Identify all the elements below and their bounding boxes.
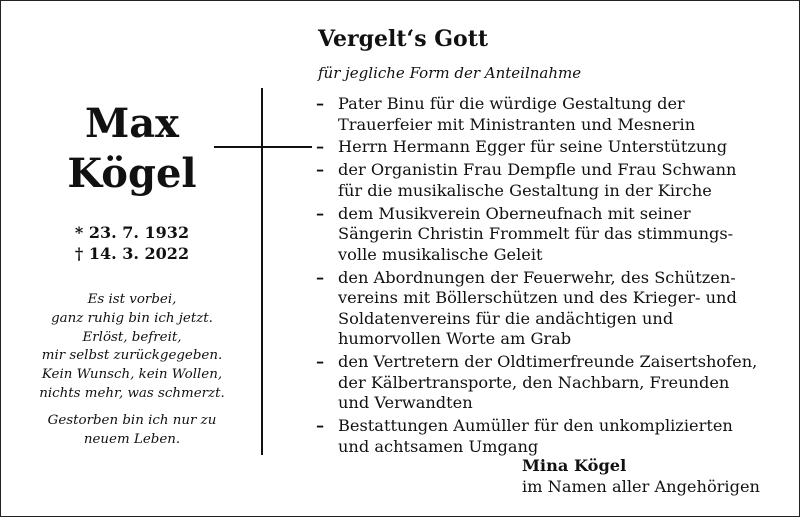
list-item-line: Pater Binu für die würdige Gestaltung der [338, 94, 685, 113]
death-date: † 14. 3. 2022 [74, 244, 190, 263]
list-item-line: den Vertretern der Oldtimerfreunde Zaisertshofen, [338, 352, 758, 372]
poem-line: mir selbst zurückgegeben. [41, 348, 223, 364]
poem-line: Erlöst, befreit, [82, 329, 182, 345]
poem-line: Es ist vorbei, [87, 292, 177, 307]
list-item-line: den Abordnungen der Feuerwehr, des Schützen- [338, 267, 736, 287]
cross-icon-horizontal [214, 146, 312, 148]
thanks-title: Vergelt‘s Gott [318, 26, 489, 52]
list-item-line: Bestattungen Aumüller für den unkomplizierten [338, 416, 733, 436]
list-item-line: der Kälbertransporte, den Nachbarn, Freunden [338, 372, 730, 392]
thanks-subtitle: für jegliche Form der Anteilnahme [318, 64, 582, 82]
dash-icon: – [316, 160, 325, 180]
poem-closing-line: neuem Leben. [83, 431, 181, 447]
list-item-line: Soldatenvereins für die andächtigen und [338, 308, 674, 328]
poem-closing-line: Gestorben bin ich nur zu [47, 413, 217, 428]
list-item [316, 352, 786, 414]
poem [28, 291, 236, 404]
poem-line: ganz ruhig bin ich jetzt. [51, 310, 213, 326]
list-item-line: der Organistin Frau Dempfle und Frau Schwann [338, 160, 737, 180]
list-item-line: für die musikalische Gestaltung in der Kirche [338, 180, 712, 200]
list-item-line: und Verwandten [338, 393, 473, 413]
list-item [316, 416, 786, 457]
dash-icon: – [316, 94, 325, 113]
list-item [316, 137, 786, 158]
dash-icon: – [316, 267, 325, 287]
list-item-line: dem Musikverein Oberneufnach mit seiner [338, 203, 691, 223]
life-dates [28, 222, 236, 264]
list-item-line: humorvollen Worte am Grab [338, 329, 572, 349]
list-item-line: vereins mit Böllerschützen und des Krieger- und [338, 288, 737, 308]
poem-line: Kein Wunsch, kein Wollen, [41, 367, 223, 383]
birth-date: * 23. 7. 1932 [74, 223, 190, 242]
list-item [316, 94, 786, 135]
list-item-line: Trauerfeier mit Ministranten und Mesnerin [338, 114, 696, 134]
dash-icon: – [316, 137, 325, 157]
poem-closing [28, 412, 236, 450]
poem-line: nichts mehr, was schmerzt. [39, 385, 225, 401]
list-item-line: Sängerin Christin Frommelt für das stimmungs- [338, 224, 734, 244]
list-item-line: volle musikalische Geleit [338, 244, 543, 264]
list-item [316, 204, 786, 266]
signature-name: Mina Kögel [522, 456, 627, 475]
list-item [316, 268, 786, 350]
list-item [316, 160, 786, 201]
list-item-line: Herrn Hermann Egger für seine Unterstützung [338, 137, 728, 157]
dash-icon: – [316, 203, 325, 223]
thanks-list [316, 94, 786, 459]
cross-icon-vertical [261, 88, 263, 455]
signature [522, 456, 760, 497]
deceased-last-name: Kögel [67, 150, 197, 197]
dash-icon: – [316, 416, 325, 436]
signature-line: im Namen aller Angehörigen [522, 476, 760, 496]
dash-icon: – [316, 352, 325, 372]
list-item-line: und achtsamen Umgang [338, 436, 539, 456]
deceased-first-name: Max [84, 100, 180, 147]
